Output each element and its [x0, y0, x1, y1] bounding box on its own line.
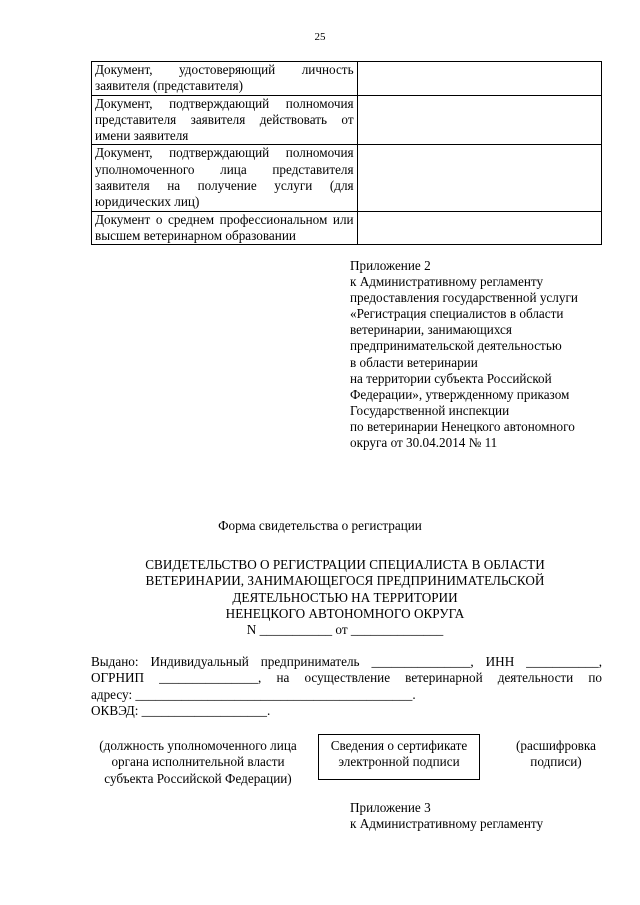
certificate-title-line: ДЕЯТЕЛЬНОСТЬЮ НА ТЕРРИТОРИИ [232, 589, 458, 605]
annex-line: Государственной инспекции [350, 402, 510, 418]
certificate-title [0, 557, 640, 638]
table-row [92, 145, 602, 211]
caption-line: субъекта Российской Федерации) [104, 770, 292, 786]
annex-line: Федерации», утвержденному приказом [350, 386, 570, 402]
e-signature-certificate-box [318, 734, 480, 780]
annex-line: в области ветеринарии [350, 354, 478, 370]
annex-line: по ветеринарии Ненецкого автономного [350, 418, 575, 434]
caption-line: Сведения о сертификате [330, 738, 468, 753]
document-name: Документ, подтверждающий полномочия представителя заявителя действовать от имени заявителя [92, 95, 358, 145]
document-value [357, 95, 601, 145]
issued-line: ОКВЭД: ___________________. [91, 702, 271, 718]
annex-line: предоставления государственной услуги [350, 290, 578, 306]
annex-line: к Административному регламенту [350, 274, 544, 290]
document-name: Документ, удостоверяющий личность заявителя (представителя) [92, 62, 358, 96]
issued-line: ОГРНИП _______________, на осуществление ветеринарной деятельности по [91, 670, 602, 686]
annex-line: округа от 30.04.2014 № 11 [350, 435, 498, 451]
table-row [92, 62, 602, 96]
caption-line: электронной подписи [338, 754, 460, 770]
annex-2-block [350, 258, 578, 451]
caption-line: (расшифровка [516, 738, 596, 753]
annex-line: предпринимательской деятельностью [350, 338, 562, 354]
issued-to-block [91, 654, 602, 719]
certificate-title-line: ВЕТЕРИНАРИИ, ЗАНИМАЮЩЕГОСЯ ПРЕДПРИНИМАТЕЛЬСКОЙ [145, 573, 545, 589]
form-caption: Форма свидетельства о регистрации [218, 518, 422, 533]
official-position-caption [82, 738, 314, 787]
annex-line: Приложение 3 [350, 800, 431, 815]
caption-line: (должность уполномоченного лица [99, 738, 297, 753]
caption-line: подписи) [530, 754, 582, 770]
annex-line: ветеринарии, занимающихся [350, 322, 512, 338]
certificate-title-line: НЕНЕЦКОГО АВТОНОМНОГО ОКРУГА [225, 605, 465, 621]
issued-line: адресу: __________________________________________. [91, 686, 416, 702]
table-row [92, 95, 602, 145]
table-row [92, 211, 602, 245]
document-name: Документ, подтверждающий полномочия уполномоченного лица представителя заявителя на получение услуги (для юридических лиц) [92, 145, 358, 211]
annex-3-block [350, 800, 543, 832]
certificate-title-line: СВИДЕТЕЛЬСТВО О РЕГИСТРАЦИИ СПЕЦИАЛИСТА В ОБЛАСТИ [145, 557, 545, 572]
signature-decoding-caption [496, 738, 616, 771]
document-value [357, 62, 601, 96]
annex-line: к Административному регламенту [350, 816, 544, 832]
annex-line: на территории субъекта Российской [350, 370, 552, 386]
caption-line: органа исполнительной власти [111, 754, 285, 770]
issued-line: Выдано: Индивидуальный предприниматель _______________, ИНН ___________, [91, 654, 602, 669]
annex-line: «Регистрация специалистов в области [350, 306, 564, 322]
certificate-number-line: N ___________ от ______________ [246, 622, 444, 638]
document-value [357, 211, 601, 245]
document-name: Документ о среднем профессиональном или высшем ветеринарном образовании [92, 211, 358, 245]
annex-line: Приложение 2 [350, 258, 431, 273]
page-number: 25 [314, 31, 326, 43]
document-value [357, 145, 601, 211]
documents-table [91, 61, 602, 245]
